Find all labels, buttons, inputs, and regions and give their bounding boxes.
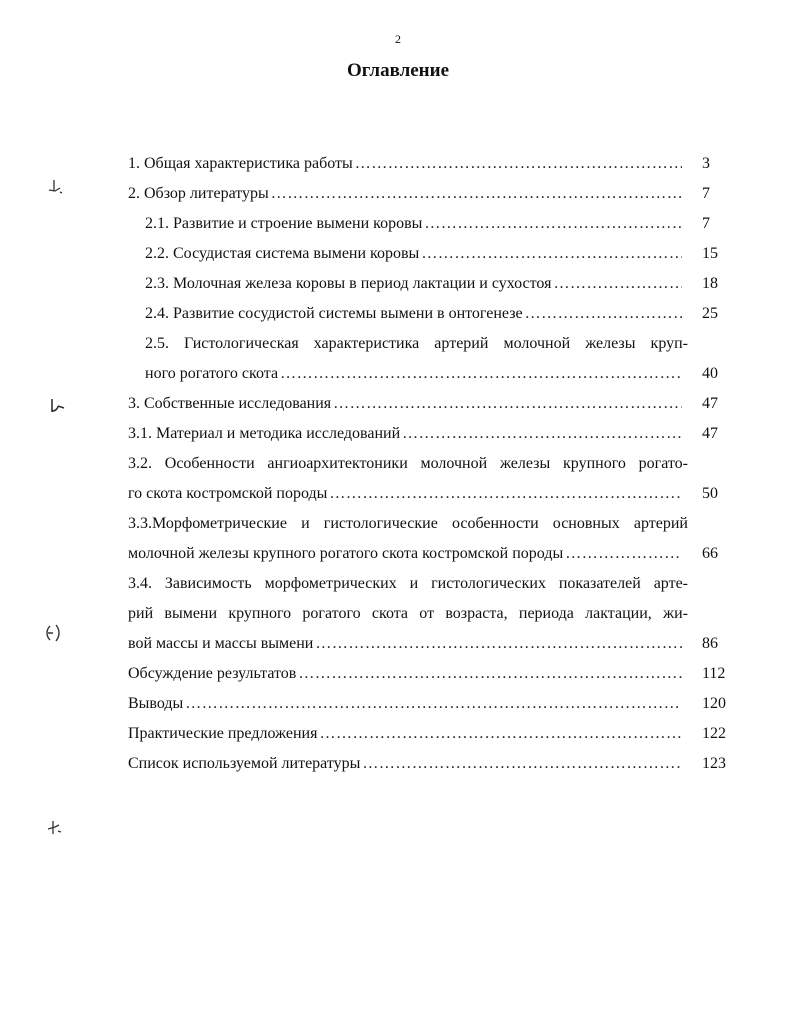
toc-entry-page: 3 xyxy=(702,155,710,172)
dot-leader xyxy=(185,692,682,716)
toc-entry-page: 25 xyxy=(702,305,718,322)
toc-entry-line[interactable]: рий вымени крупного рогатого скота от возраста, периода лактации, жи- xyxy=(128,605,688,622)
toc-entry-page: 47 xyxy=(702,395,718,412)
toc-entry[interactable] xyxy=(128,632,688,656)
dot-leader xyxy=(424,212,682,236)
toc-entry[interactable] xyxy=(128,542,688,566)
toc-entry[interactable] xyxy=(128,152,688,176)
dot-leader xyxy=(315,632,682,656)
toc-entry[interactable] xyxy=(128,692,688,716)
toc-entry-line[interactable]: 3.3.Морфометрические и гистологические особенности основных артерий xyxy=(128,515,688,532)
toc-entry[interactable] xyxy=(128,482,688,506)
toc-entry-label: 1. Общая характеристика работы xyxy=(128,155,353,172)
toc-entry-page: 7 xyxy=(702,185,710,202)
toc-entry-label: Обсуждение результатов xyxy=(128,665,297,682)
toc-entry-label: го скота костромской породы xyxy=(128,485,328,502)
dot-leader xyxy=(421,242,682,266)
dot-leader xyxy=(319,722,682,746)
dot-leader xyxy=(402,422,682,446)
toc-entry[interactable] xyxy=(128,422,688,446)
dot-leader xyxy=(565,542,682,566)
dot-leader xyxy=(355,152,682,176)
toc-entry-label: 3. Собственные исследования xyxy=(128,395,332,412)
toc-entry-label: ного рогатого скота xyxy=(145,365,279,382)
dot-leader xyxy=(525,302,682,326)
toc-entry-line[interactable]: 2.5. Гистологическая характеристика артерий молочной железы круп- xyxy=(145,335,688,352)
toc-entry[interactable] xyxy=(145,212,688,236)
toc-entry[interactable] xyxy=(128,392,688,416)
toc-entry-line[interactable]: 3.2. Особенности ангиоархитектоники молочной железы крупного рогато- xyxy=(128,455,688,472)
toc-entry-label: 3.1. Материал и методика исследований xyxy=(128,425,401,442)
toc-entry[interactable] xyxy=(128,662,688,686)
toc-entry[interactable] xyxy=(145,362,688,386)
dot-leader xyxy=(298,662,682,686)
page-number: 2 xyxy=(395,32,401,46)
toc-entry-page: 50 xyxy=(702,485,718,502)
toc-entry-label: вой массы и массы вымени xyxy=(128,635,314,652)
toc-entry[interactable] xyxy=(145,242,688,266)
dot-leader xyxy=(329,482,682,506)
toc-entry-page: 47 xyxy=(702,425,718,442)
toc-entry-label: 2. Обзор литературы xyxy=(128,185,269,202)
toc-entry-page: 86 xyxy=(702,635,718,652)
toc-entry-page: 18 xyxy=(702,275,718,292)
toc-entry-page: 7 xyxy=(702,215,710,232)
dot-leader xyxy=(553,272,682,296)
toc-entry-page: 122 xyxy=(702,725,726,742)
dot-leader xyxy=(280,362,682,386)
toc-entry-label: Выводы xyxy=(128,695,184,712)
toc-entry-label: Практические предложения xyxy=(128,725,318,742)
toc-entry-label: молочной железы крупного рогатого скота костромской породы xyxy=(128,545,564,562)
toc-entry-line[interactable]: 3.4. Зависимость морфометрических и гистологических показателей арте- xyxy=(128,575,688,592)
toc-entry-label: 2.4. Развитие сосудистой системы вымени в онтогенезе xyxy=(145,305,523,322)
dot-leader xyxy=(271,182,682,206)
toc-entry-page: 112 xyxy=(702,665,726,682)
page-title: Оглавление xyxy=(346,60,450,81)
toc-entry-label: 2.1. Развитие и строение вымени коровы xyxy=(145,215,423,232)
toc-entry[interactable] xyxy=(128,182,688,206)
toc-entry-label: Список используемой литературы xyxy=(128,755,361,772)
toc-entry-page: 66 xyxy=(702,545,718,562)
toc-entry[interactable] xyxy=(145,302,688,326)
toc-entry-label: 2.2. Сосудистая система вымени коровы xyxy=(145,245,420,262)
dot-leader xyxy=(333,392,682,416)
toc-entry[interactable] xyxy=(128,752,688,776)
dot-leader xyxy=(362,752,682,776)
toc-entry-page: 123 xyxy=(702,755,726,772)
toc-entry-page: 40 xyxy=(702,365,718,382)
toc-entry[interactable] xyxy=(128,722,688,746)
toc-entry-label: 2.3. Молочная железа коровы в период лактации и сухостоя xyxy=(145,275,552,292)
toc-entry-page: 15 xyxy=(702,245,718,262)
toc-entry-page: 120 xyxy=(702,695,726,712)
toc-entry[interactable] xyxy=(145,272,688,296)
